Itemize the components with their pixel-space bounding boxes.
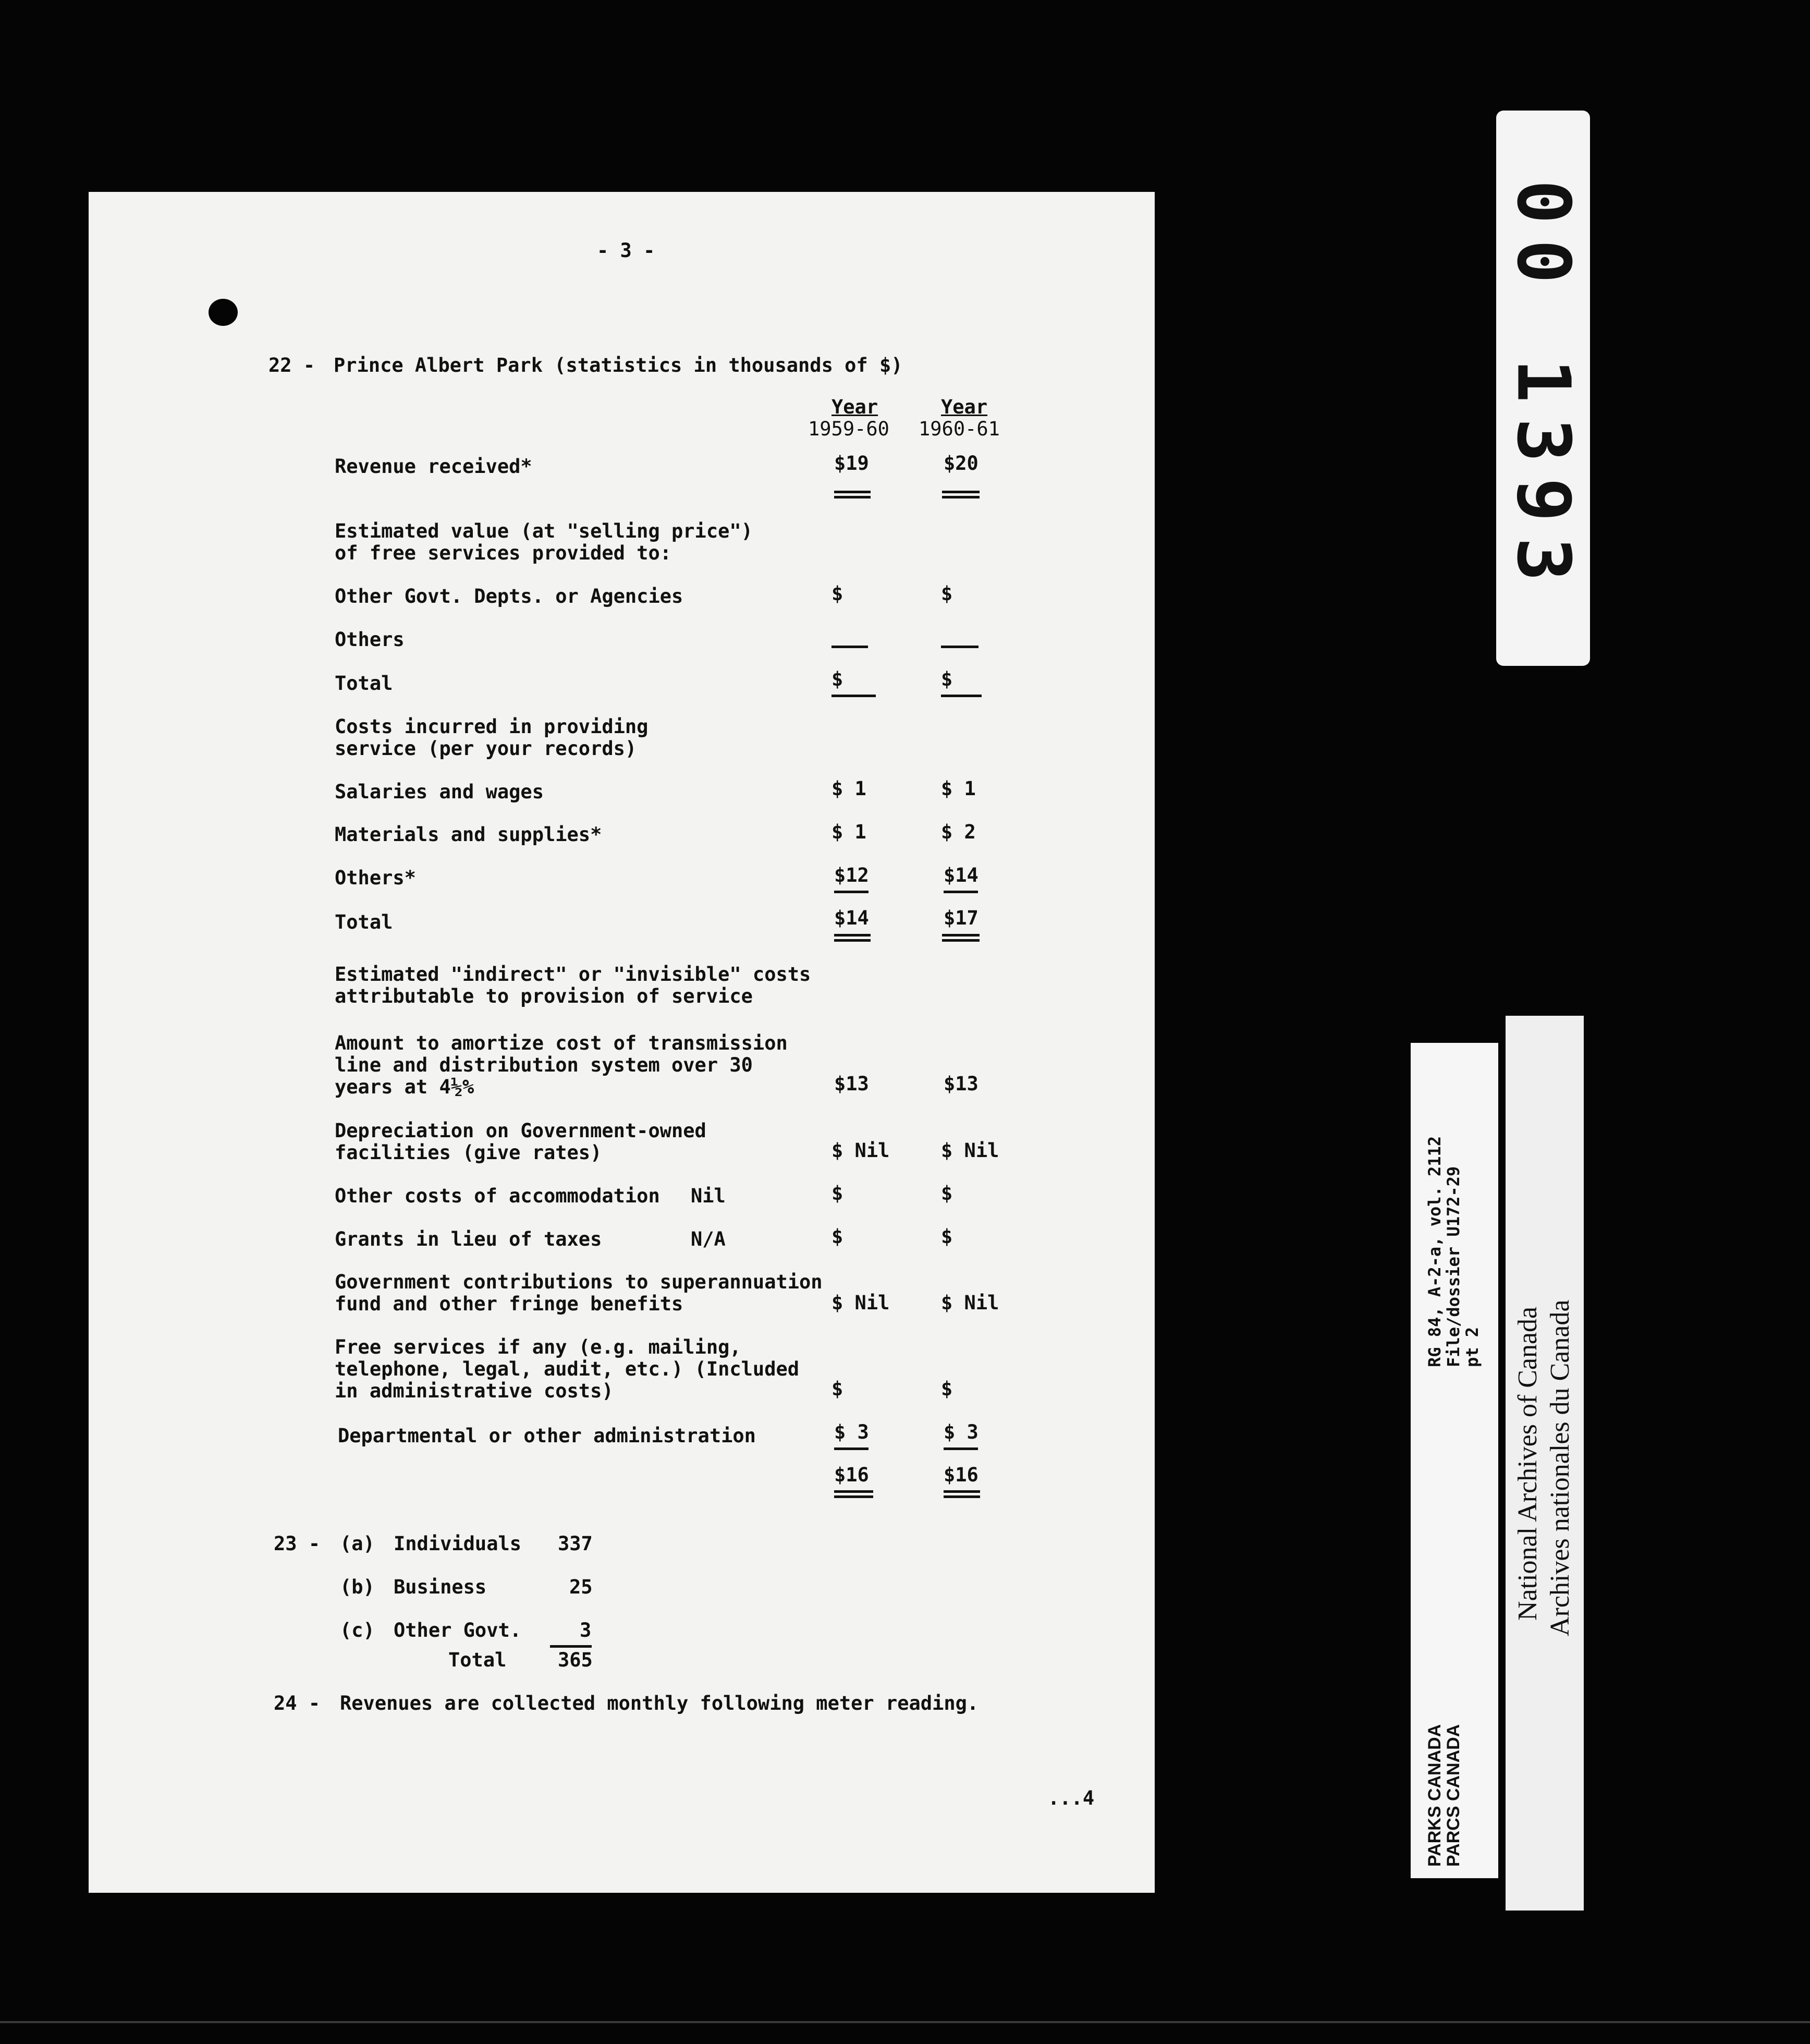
row-value-1960: $ 2 [941,821,976,843]
section-23-number: 23 - [274,1532,321,1555]
row-value-1960: $ Nil [941,1139,999,1162]
frame-number-strip [1496,111,1590,666]
row-value-1959: $19 [834,452,869,475]
col1-header-period: 1959-60 [808,418,889,440]
row-note: N/A [691,1228,726,1250]
item-label: Business [394,1576,487,1598]
film-edge-line [0,2021,1810,2023]
underline-rule [834,891,869,893]
row-value-1959: $12 [834,864,869,886]
row-value-1960: $ 1 [941,777,976,800]
row-label: Departmental or other administration [338,1425,756,1447]
double-rule [834,939,871,942]
row-value-1960: $ [941,1378,953,1400]
col2-header-period: 1960-61 [919,418,1000,440]
row-label: Others* [335,867,416,889]
row-value-1959: $ [831,1182,843,1204]
double-rule [942,939,980,942]
agency-en: PARKS CANADA [1425,1724,1445,1867]
row-label-line3: years at 4½% [335,1076,474,1098]
double-rule [942,496,980,498]
grand-total-1960: $16 [944,1464,979,1486]
reference-line-2: File/dossier U172-29 [1444,1166,1463,1367]
archives-name-en: National Archives of Canada [1513,1306,1543,1621]
row-label: Depreciation on Government-owned [335,1120,706,1142]
col1-header-year: Year [831,396,878,418]
blank-rule [831,646,868,648]
double-rule [944,1490,980,1493]
archives-name-fr: Archives nationales du Canada [1545,1299,1575,1636]
item-key: (a) [340,1532,375,1555]
reference-line-3: pt 2 [1462,1327,1482,1367]
archives-label-strip [1506,1016,1584,1911]
row-label-line2: telephone, legal, audit, etc.) (Included [335,1358,800,1380]
row-label: Others [335,628,405,651]
double-rule [834,491,871,493]
row-label: Grants in lieu of taxes [335,1228,602,1250]
double-rule [942,491,980,493]
row-value-1959: $ 1 [831,777,866,800]
double-rule [834,1495,873,1498]
row-label: Estimated value (at "selling price") [335,520,753,542]
underline-rule [944,1447,978,1450]
row-value-1959: $ Nil [831,1292,890,1314]
row-label: Materials and supplies* [335,823,602,846]
double-rule [944,1495,980,1498]
item-value: 3 [580,1619,592,1641]
row-value-1960: $17 [944,907,979,929]
underline-rule [834,1447,869,1450]
row-value-1960: $ [941,1182,953,1204]
row-value-1960: $ Nil [941,1292,999,1314]
section-22-number: 22 - [268,354,315,376]
double-rule [942,934,980,936]
row-label-line2: of free services provided to: [335,542,672,564]
document-page [89,192,1155,1893]
row-value-1959: $ Nil [831,1139,890,1162]
row-label-line2: attributable to provision of service [335,985,753,1007]
item-key: (c) [340,1619,375,1641]
underline-rule [550,1645,592,1648]
item-key: (b) [340,1576,375,1598]
punch-hole [209,299,238,326]
page-number: - 3 - [597,239,655,262]
total-label: Total [448,1649,507,1671]
reference-line-1: RG 84, A-2-a, vol. 2112 [1425,1136,1445,1367]
underline-rule [944,891,978,893]
double-rule [834,1490,873,1493]
underline-rule [831,695,876,697]
row-value-1959: $ [831,1378,843,1400]
blank-rule [941,646,979,648]
reference-label-strip [1411,1043,1498,1878]
row-label: Costs incurred in providing [335,715,649,738]
row-value-1959: $ [831,582,843,605]
row-label: Free services if any (e.g. mailing, [335,1336,741,1358]
row-label: Other Govt. Depts. or Agencies [335,585,683,607]
total-value: 365 [558,1649,593,1671]
item-label: Individuals [394,1532,522,1555]
item-value: 25 [569,1576,593,1598]
row-label: Estimated "indirect" or "invisible" costs [335,963,811,986]
row-label: Amount to amortize cost of transmission [335,1032,788,1054]
row-value-1960: $ [941,1225,953,1248]
row-value-1959: $14 [834,907,869,929]
section-24-number: 24 - [274,1692,321,1714]
row-note: Nil [691,1185,726,1207]
row-label-line2: service (per your records) [335,737,637,760]
continuation-mark: ...4 [1048,1787,1095,1809]
row-value-1960: $ 3 [944,1421,979,1443]
section-22-heading: Prince Albert Park (statistics in thousands of $) [334,354,903,376]
row-value-1960: $13 [944,1073,979,1095]
row-label: Revenue received* [335,455,532,478]
row-value-1960: $14 [944,864,979,886]
item-value: 337 [558,1532,593,1555]
col2-header-year: Year [941,396,988,418]
row-label-line2: facilities (give rates) [335,1141,602,1164]
row-value-1959: $ [831,668,843,690]
item-label: Other Govt. [394,1619,522,1641]
row-label: Salaries and wages [335,781,544,803]
row-value-1959: $ [831,1225,843,1248]
row-label-line2: fund and other fringe benefits [335,1293,683,1315]
frame-number: 00 1393 [1500,179,1586,597]
row-value-1959: $ 3 [834,1421,869,1443]
agency-fr: PARCS CANADA [1444,1724,1463,1867]
row-label: Government contributions to superannuation [335,1271,823,1293]
row-value-1960: $20 [944,452,979,475]
row-label-line3: in administrative costs) [335,1380,614,1402]
row-value-1959: $ 1 [831,821,866,843]
row-value-1959: $13 [834,1073,869,1095]
row-label: Total [335,672,393,695]
section-24-text: Revenues are collected monthly following meter reading. [340,1692,979,1714]
double-rule [834,496,871,498]
underline-rule [941,695,982,697]
row-label: Total [335,911,393,933]
row-value-1960: $ [941,668,953,690]
double-rule [834,934,871,936]
grand-total-1959: $16 [834,1464,869,1486]
row-label: Other costs of accommodation [335,1185,660,1207]
row-value-1960: $ [941,582,953,605]
row-label-line2: line and distribution system over 30 [335,1054,753,1076]
